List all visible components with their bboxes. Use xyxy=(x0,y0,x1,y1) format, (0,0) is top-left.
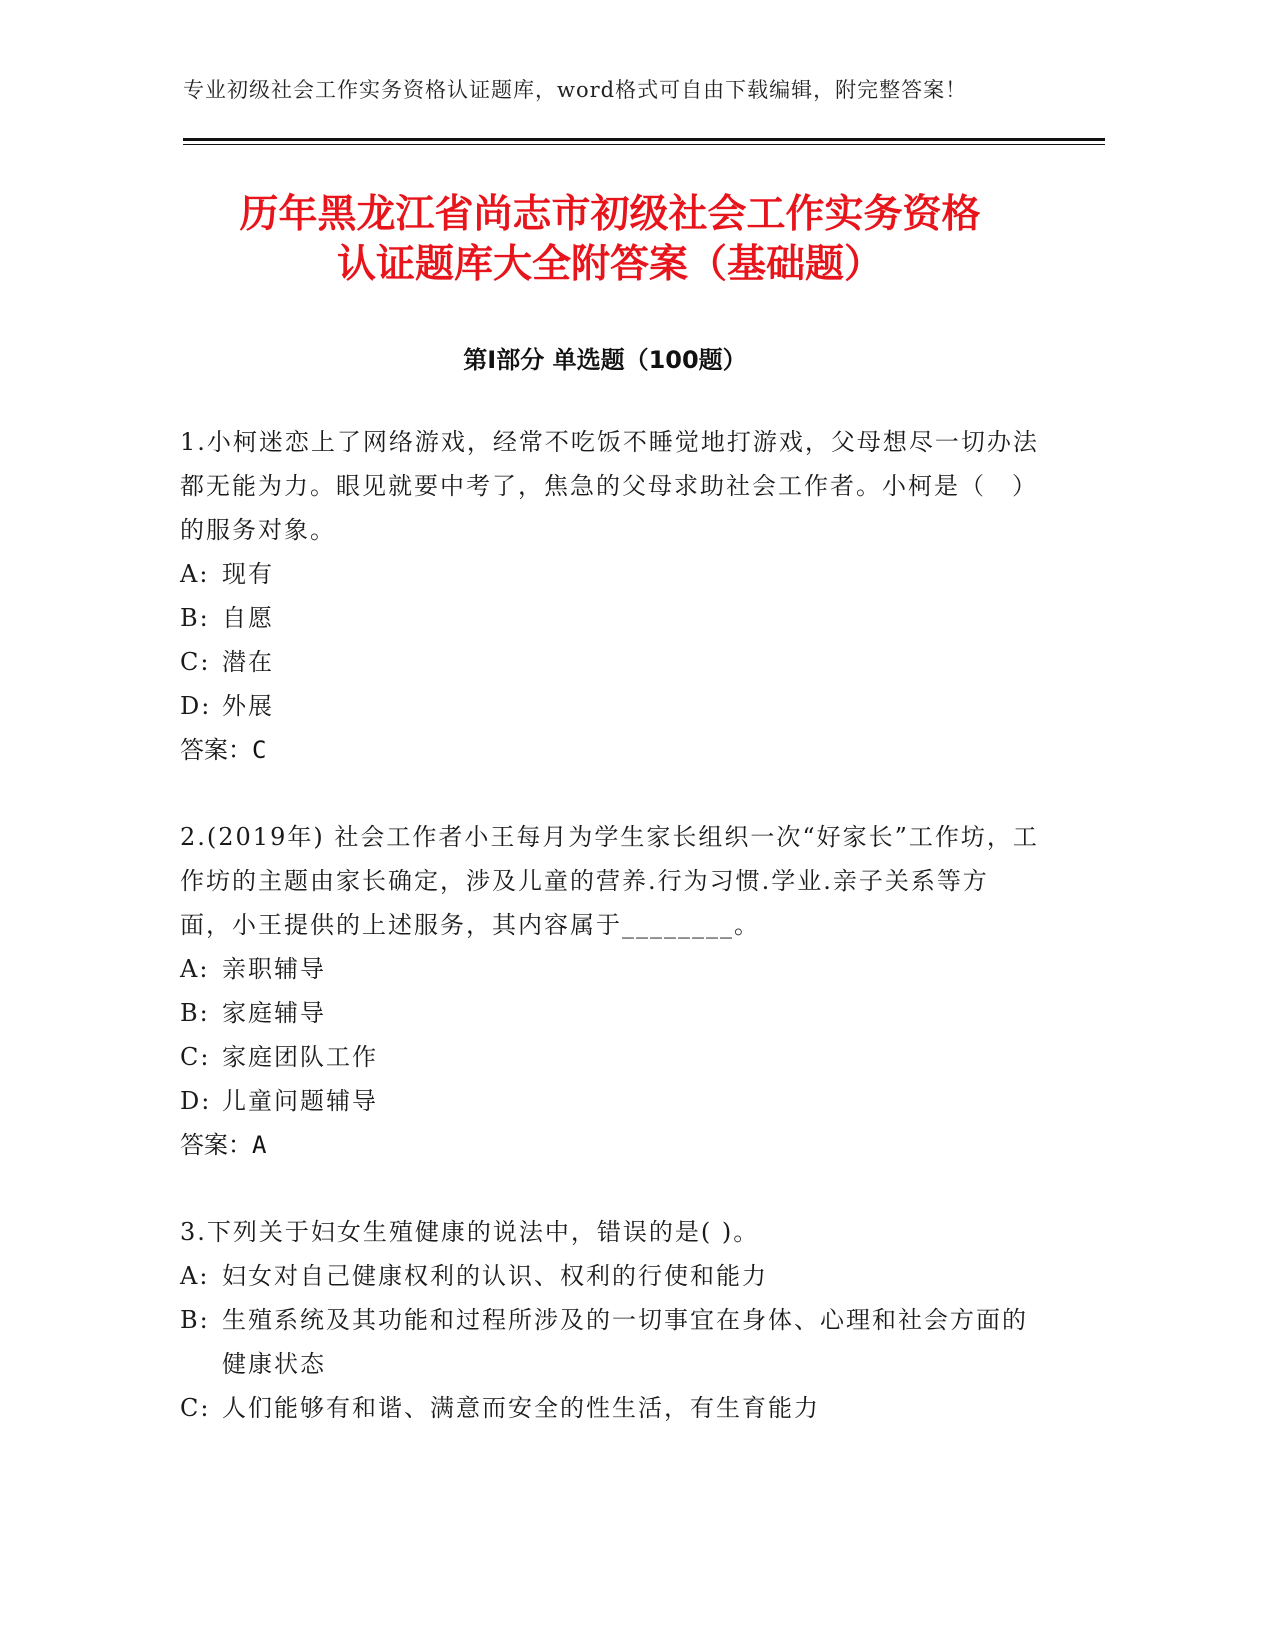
question-2 xyxy=(180,815,1040,1167)
title-line-2: 认证题库大全附答案（基础题） xyxy=(336,242,883,287)
option-list xyxy=(180,552,1040,728)
title-line-1: 历年黑龙江省尚志市初级社会工作实务资格 xyxy=(239,192,981,237)
option-list xyxy=(180,947,1040,1123)
option-a xyxy=(180,947,1040,991)
option-letter: C: xyxy=(180,1394,211,1422)
option-d xyxy=(180,684,1040,728)
question-stem: 3.下列关于妇女生殖健康的说法中，错误的是( )。 xyxy=(180,1218,760,1246)
option-text: 家庭辅导 xyxy=(222,999,326,1027)
option-c xyxy=(180,1386,1040,1430)
option-list xyxy=(180,1254,1040,1430)
option-letter: A: xyxy=(180,1262,210,1290)
question-list xyxy=(180,420,1040,1473)
question-1 xyxy=(180,420,1040,772)
option-letter: C: xyxy=(180,648,211,676)
option-text: 潜在 xyxy=(222,648,274,676)
option-letter: D: xyxy=(180,1087,212,1115)
question-3 xyxy=(180,1210,1040,1430)
answer-label: 答案： xyxy=(180,1131,252,1159)
option-letter: B: xyxy=(180,1306,210,1334)
question-stem: 2.(2019年) 社会工作者小王每月为学生家长组织一次“好家长”工作坊，工作坊的主题由家长确定，涉及儿童的营养.行为习惯.学业.亲子关系等方面，小王提供的上述服务，其内容属于________。 xyxy=(180,823,1039,939)
header-rule-thin xyxy=(183,144,1105,145)
option-b xyxy=(180,596,1040,640)
option-c xyxy=(180,640,1040,684)
option-letter: B: xyxy=(180,999,210,1027)
document-title xyxy=(150,190,1070,290)
option-text: 外展 xyxy=(222,692,274,720)
question-stem: 1.小柯迷恋上了网络游戏，经常不吃饭不睡觉地打游戏，父母想尽一切办法都无能为力。眼见就要中考了，焦急的父母求助社会工作者。小柯是（ ）的服务对象。 xyxy=(180,428,1039,544)
answer-line xyxy=(180,1123,1040,1167)
option-a xyxy=(180,552,1040,596)
option-d xyxy=(180,1079,1040,1123)
option-letter: B: xyxy=(180,604,210,632)
answer-value: C xyxy=(252,736,267,764)
option-text: 亲职辅导 xyxy=(222,955,326,983)
header-rule-thick xyxy=(183,138,1105,141)
option-letter: C: xyxy=(180,1043,211,1071)
option-text: 现有 xyxy=(222,560,274,588)
answer-label: 答案： xyxy=(180,736,252,764)
option-text: 自愿 xyxy=(222,604,274,632)
answer-value: A xyxy=(252,1131,267,1159)
option-letter: D: xyxy=(180,692,212,720)
answer-line xyxy=(180,728,1040,772)
option-text: 妇女对自己健康权利的认识、权利的行使和能力 xyxy=(222,1262,768,1290)
option-letter: A: xyxy=(180,955,210,983)
option-b xyxy=(180,1298,1040,1386)
option-text: 家庭团队工作 xyxy=(222,1043,378,1071)
option-letter: A: xyxy=(180,560,210,588)
header-note: 专业初级社会工作实务资格认证题库，word格式可自由下载编辑，附完整答案！ xyxy=(183,78,968,102)
option-text: 儿童问题辅导 xyxy=(222,1087,378,1115)
option-a xyxy=(180,1254,1040,1298)
section-heading: 第Ⅰ部分 单选题（100题） xyxy=(463,346,747,374)
option-text: 生殖系统及其功能和过程所涉及的一切事宜在身体、心理和社会方面的健康状态 xyxy=(222,1306,1028,1378)
option-text: 人们能够有和谐、满意而安全的性生活，有生育能力 xyxy=(222,1394,820,1422)
option-c xyxy=(180,1035,1040,1079)
option-b xyxy=(180,991,1040,1035)
